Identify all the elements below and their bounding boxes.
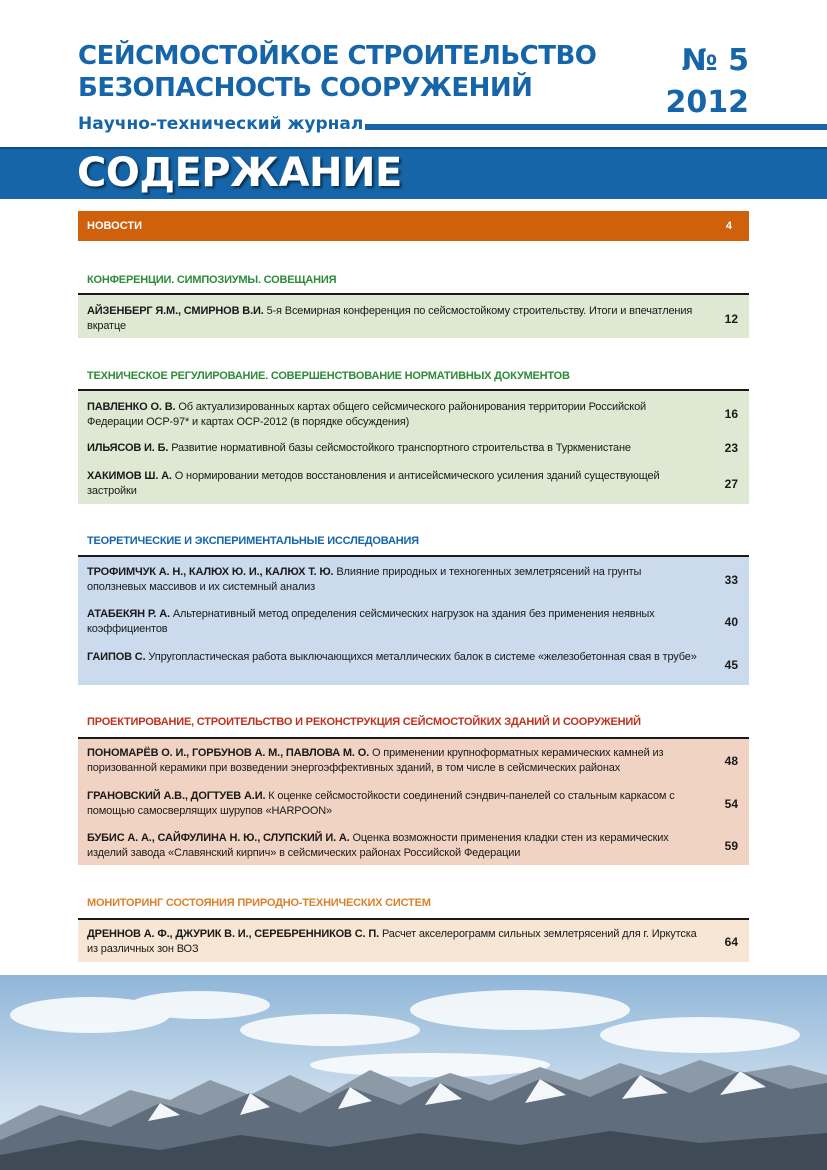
entry-title: Альтернативный метод определения сейсмических нагрузок на здания без применения неявных коэффициентов — [87, 608, 655, 635]
entry-authors: ДРЕННОВ А. Ф., ДЖУРИК В. И., СЕРЕБРЕННИКОВ С. П. — [87, 928, 380, 940]
entry-page: 64 — [724, 935, 738, 949]
entry-authors: АТАБЕКЯН Р. А. — [87, 608, 170, 620]
journal-title-line1: СЕЙСМОСТОЙКОЕ СТРОИТЕЛЬСТВО — [78, 41, 597, 71]
entry-page: 16 — [724, 407, 738, 421]
issue-number: № 5 — [681, 43, 749, 78]
entry-authors: ГАИПОВ С. — [87, 651, 146, 663]
entry-page: 45 — [724, 658, 738, 672]
entry-page: 59 — [724, 839, 738, 853]
section-title-regulation: ТЕХНИЧЕСКОЕ РЕГУЛИРОВАНИЕ. СОВЕРШЕНСТВОВАНИЕ НОРМАТИВНЫХ ДОКУМЕНТОВ — [87, 370, 570, 382]
entry-authors: ГРАНОВСКИЙ А.В., ДОГТУЕВ А.И. — [87, 790, 266, 802]
entry-page: 12 — [724, 312, 738, 326]
section-regulation — [78, 389, 749, 504]
entry-page: 48 — [724, 754, 738, 768]
entry-authors: ПАВЛЕНКО О. В. — [87, 401, 176, 413]
section-title-monitoring: МОНИТОРИНГ СОСТОЯНИЯ ПРИРОДНО-ТЕХНИЧЕСКИХ СИСТЕМ — [87, 897, 431, 909]
entry-title: 5-я Всемирная конференция по сейсмостойкому строительству. Итоги и впечатления вкратце — [87, 305, 693, 332]
section-title-research: ТЕОРЕТИЧЕСКИЕ И ЭКСПЕРИМЕНТАЛЬНЫЕ ИССЛЕДОВАНИЯ — [87, 535, 419, 547]
journal-subtitle: Научно-технический журнал — [78, 114, 364, 134]
toc-entry[interactable] — [87, 441, 699, 456]
entry-page: 27 — [724, 477, 738, 491]
toc-entry[interactable] — [87, 565, 699, 595]
mountain-landscape-image — [0, 975, 827, 1170]
entry-title: К оценке сейсмостойкости соединений сэндвич-панелей со стальным каркасом с помощью самосверлящих шурупов «HARPOON» — [87, 790, 675, 817]
toc-entry[interactable] — [87, 746, 699, 776]
toc-entry[interactable] — [87, 469, 699, 499]
news-page: 4 — [725, 220, 732, 232]
journal-title-line2: БЕЗОПАСНОСТЬ СООРУЖЕНИЙ — [78, 73, 533, 103]
contents-banner — [0, 147, 827, 199]
entry-title: Об актуализированных картах общего сейсмического районирования территории Российской Федерации ОСР-97* и картах ОСР-2012 (в порядке обсуждения) — [87, 401, 647, 428]
entry-authors: ТРОФИМЧУК А. Н., КАЛЮХ Ю. И., КАЛЮХ Т. Ю. — [87, 566, 334, 578]
entry-authors: ПОНОМАРЁВ О. И., ГОРБУНОВ А. М., ПАВЛОВА М. О. — [87, 747, 370, 759]
entry-title: Развитие нормативной базы сейсмостойкого транспортного строительства в Туркменистане — [171, 442, 631, 454]
entry-authors: БУБИС А. А., САЙФУЛИНА Н. Ю., СЛУПСКИЙ И. А. — [87, 832, 350, 844]
issue-year: 2012 — [665, 85, 749, 120]
contents-heading: СОДЕРЖАНИЕ — [77, 150, 402, 196]
entry-title: Оценка возможности применения кладки стен из керамических изделий завода «Славянский кирпич» в сейсмических районах Российской Федерации — [87, 832, 669, 859]
news-row[interactable] — [78, 211, 749, 241]
section-research — [78, 555, 749, 685]
section-title-design: ПРОЕКТИРОВАНИЕ, СТРОИТЕЛЬСТВО И РЕКОНСТРУКЦИЯ СЕЙСМОСТОЙКИХ ЗДАНИЙ И СООРУЖЕНИЙ — [87, 716, 641, 728]
section-conferences — [78, 293, 749, 338]
toc-entry[interactable] — [87, 927, 699, 957]
entry-authors: ИЛЬЯСОВ И. Б. — [87, 442, 169, 454]
issue-info — [666, 40, 750, 124]
header-divider — [365, 124, 827, 130]
entry-page: 40 — [724, 615, 738, 629]
section-title-conferences: КОНФЕРЕНЦИИ. СИМПОЗИУМЫ. СОВЕЩАНИЯ — [87, 274, 337, 286]
section-design — [78, 737, 749, 865]
entry-title: Влияние природных и техногенных землетрясений на грунты оползневых массивов и их системный анализ — [87, 566, 642, 593]
entry-title: О применении крупноформатных керамических камней из поризованной керамики при возведении энергоэффективных зданий, в том числе в сейсмических районах — [87, 747, 664, 774]
entry-page: 23 — [724, 441, 738, 455]
journal-title — [78, 40, 638, 104]
news-title: НОВОСТИ — [87, 220, 143, 232]
toc-entry[interactable] — [87, 831, 699, 861]
toc-entry[interactable] — [87, 304, 699, 334]
toc-entry[interactable] — [87, 400, 699, 430]
toc-entry[interactable] — [87, 789, 699, 819]
entry-authors: ХАКИМОВ Ш. А. — [87, 470, 172, 482]
entry-title: Расчет акселерограмм сильных землетрясений для г. Иркутска из различных зон ВОЗ — [87, 928, 697, 955]
entry-title: Упругопластическая работа выключающихся металлических балок в системе «железобетонная свая в трубе» — [148, 651, 697, 663]
entry-page: 33 — [724, 573, 738, 587]
toc-entry[interactable] — [87, 650, 699, 665]
entry-title: О нормировании методов восстановления и антисейсмического усиления зданий существующей застройки — [87, 470, 660, 497]
entry-authors: АЙЗЕНБЕРГ Я.М., СМИРНОВ В.И. — [87, 305, 264, 317]
section-monitoring — [78, 918, 749, 962]
entry-page: 54 — [724, 797, 738, 811]
toc-entry[interactable] — [87, 607, 699, 637]
